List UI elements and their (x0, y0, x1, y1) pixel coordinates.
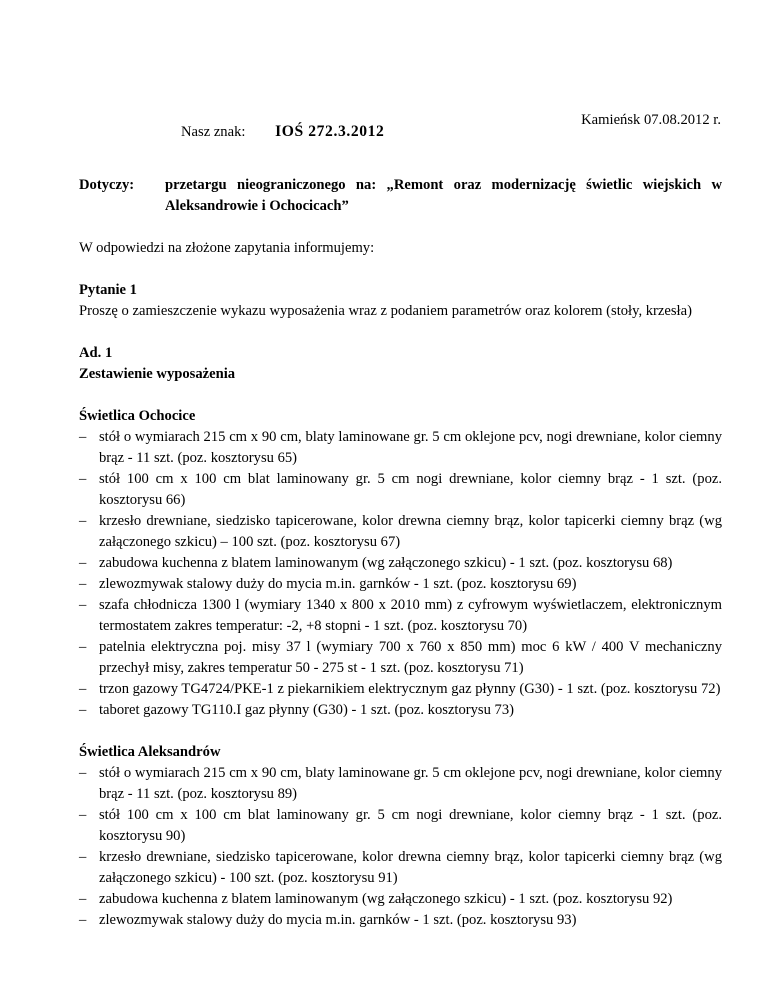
subject-text: przetargu nieograniczonego na: „Remont oraz modernizację świetlic wiejskich w Aleksandrowie i Ochocicach” (165, 177, 722, 214)
reference-label: Nasz znak: (181, 124, 246, 140)
question-text: Proszę o zamieszczenie wykazu wyposażenia wraz z podaniem parametrów oraz kolorem (stoły, krzesła) (79, 303, 692, 319)
list-item: – stół o wymiarach 215 cm x 90 cm, blaty laminowane gr. 5 cm oklejone pcv, nogi drewniane, kolor ciemny brąz - 11 szt. (poz. kosztorysu 89) (79, 763, 722, 805)
list-item: – zabudowa kuchenna z blatem laminowanym (wg załączonego szkicu) - 1 szt. (poz. kosztorysu 68) (79, 553, 722, 574)
list-item: – zlewozmywak stalowy duży do mycia m.in. garnków - 1 szt. (poz. kosztorysu 93) (79, 910, 722, 931)
list-item: – zlewozmywak stalowy duży do mycia m.in. garnków - 1 szt. (poz. kosztorysu 69) (79, 574, 722, 595)
list-item: – taboret gazowy TG110.I gaz płynny (G30) - 1 szt. (poz. kosztorysu 73) (79, 700, 722, 721)
list-item: – krzesło drewniane, siedzisko tapicerowane, kolor drewna ciemny brąz, kolor tapicerki ciemny brąz (wg załączonego szkicu) – 100 szt. (poz. kosztorysu 67) (79, 511, 722, 553)
list-item: – stół o wymiarach 215 cm x 90 cm, blaty laminowane gr. 5 cm oklejone pcv, nogi drewniane, kolor ciemny brąz - 11 szt. (poz. kosztorysu 65) (79, 427, 722, 469)
list-item: – stół 100 cm x 100 cm blat laminowany gr. 5 cm nogi drewniane, kolor ciemny brąz - 1 szt. (poz. kosztorysu 90) (79, 805, 722, 847)
document-date: Kamieńsk 07.08.2012 r. (581, 112, 721, 128)
answer-title: Ad. 1 (79, 345, 113, 361)
list-item: – patelnia elektryczna poj. misy 37 l (wymiary 700 x 760 x 850 mm) moc 6 kW / 400 V mechaniczny przechył misy, zakres temperatur 50 - 275 st - 1 szt. (poz. kosztorysu 71) (79, 637, 722, 679)
section-title-aleksandrow: Świetlica Aleksandrów (79, 744, 221, 760)
reference-line (181, 123, 384, 141)
intro-text: W odpowiedzi na złożone zapytania informujemy: (79, 240, 375, 256)
list-item: – szafa chłodnicza 1300 l (wymiary 1340 x 800 x 2010 mm) z cyfrowym wyświetlaczem, elektronicznym termostatem zakres temperatur: -2, +8 stopni - 1 szt. (poz. kosztorysu 70) (79, 595, 722, 637)
subject-block (79, 175, 722, 217)
question-title: Pytanie 1 (79, 282, 137, 298)
equipment-list-ochocice (79, 427, 722, 721)
list-item: – zabudowa kuchenna z blatem laminowanym (wg załączonego szkicu) - 1 szt. (poz. kosztorysu 92) (79, 889, 722, 910)
subject-label: Dotyczy: (79, 177, 135, 193)
list-item: – krzesło drewniane, siedzisko tapicerowane, kolor drewna ciemny brąz, kolor tapicerki ciemny brąz (wg załączonego szkicu) - 100 szt. (poz. kosztorysu 91) (79, 847, 722, 889)
reference-number: IOŚ 272.3.2012 (275, 123, 385, 140)
list-item: – stół 100 cm x 100 cm blat laminowany gr. 5 cm nogi drewniane, kolor ciemny brąz - 1 szt. (poz. kosztorysu 66) (79, 469, 722, 511)
list-item: – trzon gazowy TG4724/PKE-1 z piekarnikiem elektrycznym gaz płynny (G30) - 1 szt. (poz. kosztorysu 72) (79, 679, 722, 700)
document-body (79, 175, 722, 931)
answer-subtitle: Zestawienie wyposażenia (79, 366, 236, 382)
section-title-ochocice: Świetlica Ochocice (79, 408, 196, 424)
equipment-list-aleksandrow (79, 763, 722, 931)
